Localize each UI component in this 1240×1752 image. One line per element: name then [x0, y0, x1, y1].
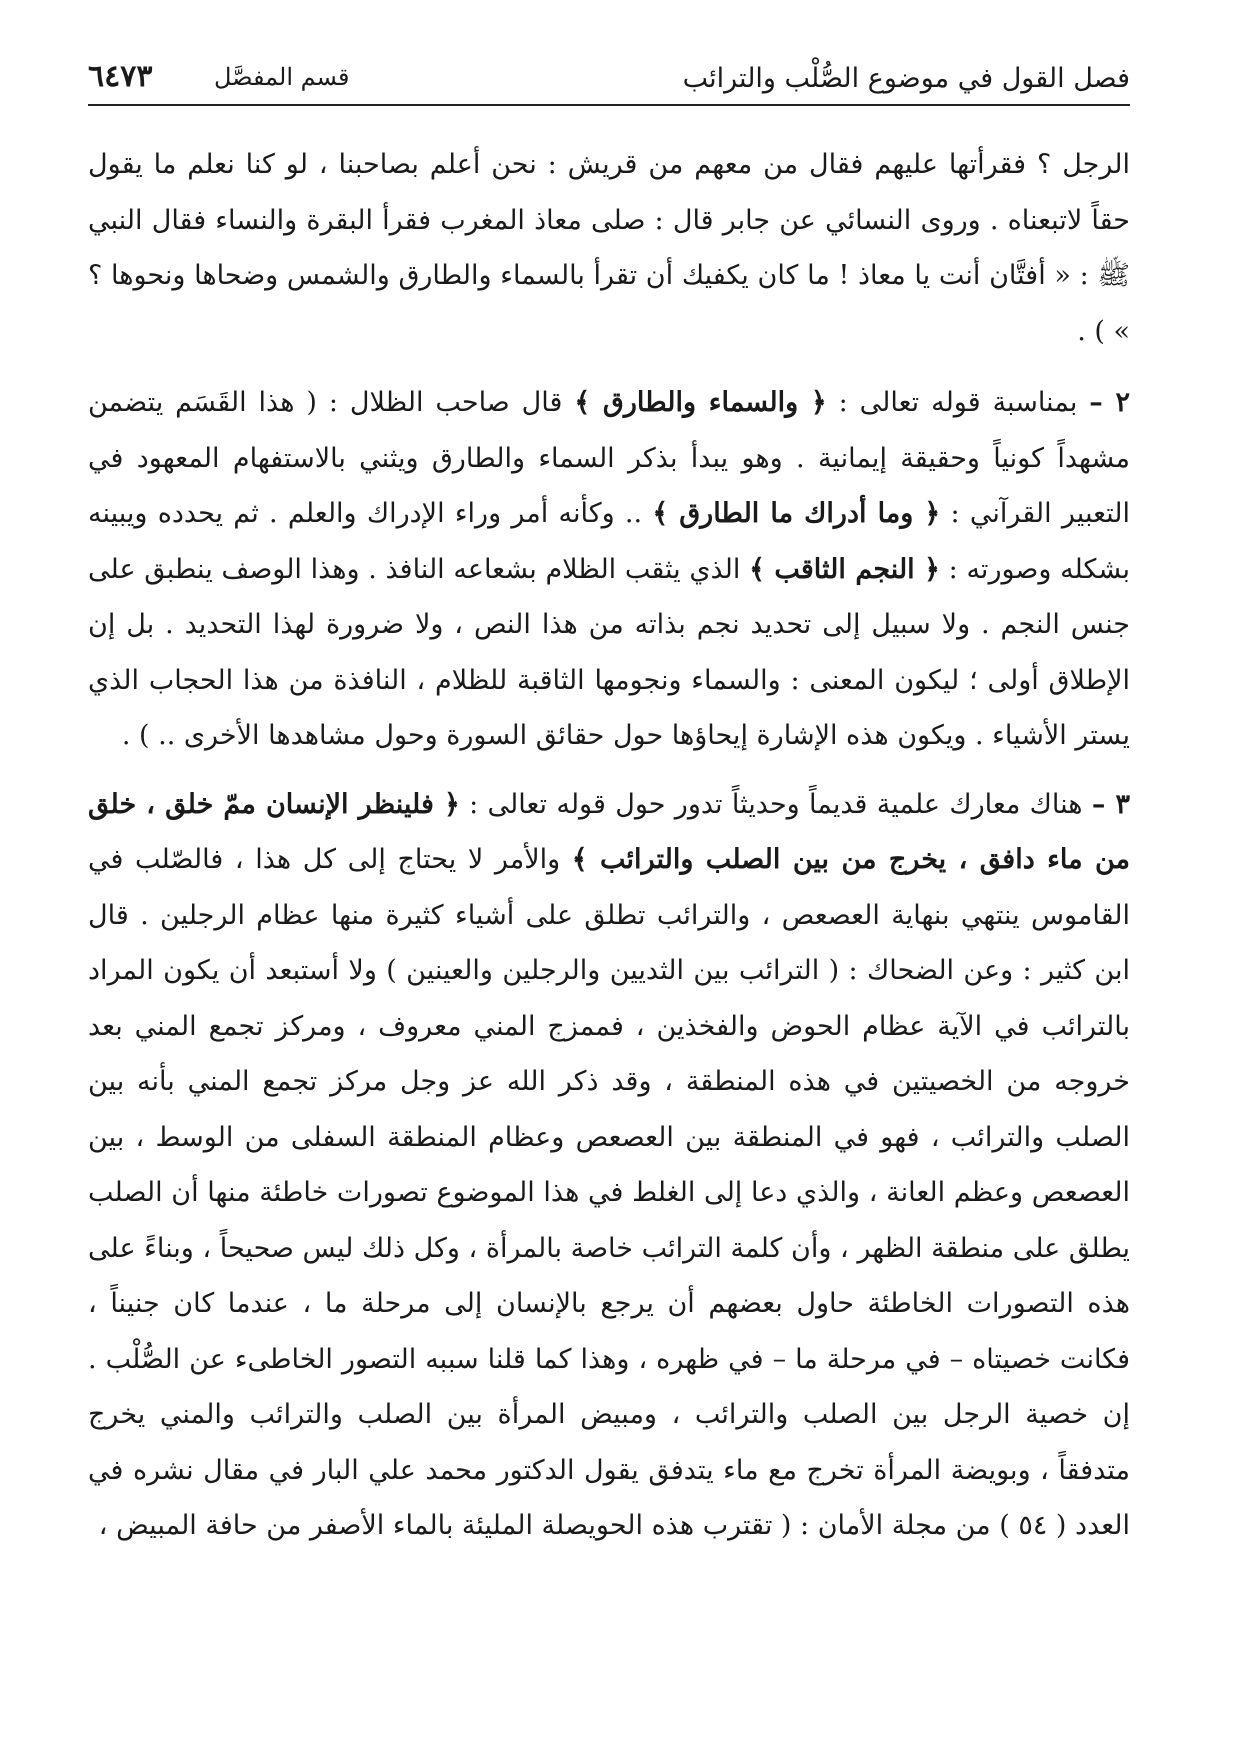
item-number: ٢ –	[1089, 387, 1130, 418]
quran-quote: ﴿ النجم الثاقب ﴾	[749, 553, 940, 585]
paragraph-text: الرجل ؟ فقرأتها عليهم فقال من معهم من قريش : نحن أعلم بصاحبنا ، لو كنا نعلم ما يقول حقاً لاتبعناه . وروى النسائي عن جابر قال : صلى معاذ المغرب فقرأ البقرة والنساء فقال النبي ﷺ : « أفتَّان أنت يا معاذ ! ما كان يكفيك أن تقرأ بالسماء والطارق والشمس وضحاها ونحوها ؟ » ) .	[88, 149, 1130, 347]
book-page	[88, 55, 1130, 1705]
page-body	[88, 137, 1130, 1567]
quran-quote: ﴿ وما أدراك ما الطارق ﴾	[652, 498, 941, 529]
paragraph-text: .. وكأنه أمر وراء الإدراك والعلم . ثم يحدده ويبينه بشكله وصورته :	[88, 498, 1130, 585]
header-rule	[88, 104, 1130, 106]
quran-quote: ﴿ فلينظر الإنسان ممّ خلق ، خلق من ماء دافق ، يخرج من بين الصلب والترائب ﴾	[88, 788, 1130, 875]
page-header	[88, 55, 1130, 101]
paragraph	[88, 137, 1130, 359]
item-number: ٣ –	[1091, 788, 1130, 820]
paragraph	[88, 777, 1130, 1554]
paragraph	[88, 375, 1130, 764]
running-title: فصل القول في موضوع الصُّلْب والترائب	[682, 63, 1130, 94]
paragraph-text: قال صاحب الظلال : ( هذا القَسَم يتضمن مشهداً كونياً وحقيقة إيمانية . وهو يبدأ بذكر السماء والطارق ويثني بالاستفهام المعهود في التعبير القرآني :	[88, 387, 1130, 529]
paragraph-text: هناك معارك علمية قديماً وحديثاً تدور حول قوله تعالى :	[459, 788, 1092, 820]
paragraph-text: الذي يثقب الظلام بشعاعه النافذ . وهذا الوصف ينطبق على جنس النجم . ولا سبيل إلى تحديد نجم بذاته من هذا النص ، ولا ضرورة لهذا التحديد . بل إن الإطلاق أولى ؛ ليكون المعنى : والسماء ونجومها الثاقبة للظلام ، النافذة من هذا الحجاب الذي يستر الأشياء . ويكون هذه الإشارة إيحاؤها حول حقائق السورة وحول مشاهدها الأخرى .. ) .	[88, 553, 1130, 751]
section-name: قسم المفصَّل	[214, 63, 350, 91]
paragraph-text: والأمر لا يحتاج إلى كل هذا ، فالصّلب في القاموس ينتهي بنهاية العصعص ، والترائب تطلق على أشياء كثيرة منها عظام الرجلين . قال ابن كثير : وعن الضحاك : ( الترائب بين الثديين والرجلين والعينين ) ولا أستبعد أن يكون المراد بالترائب في الآية عظام الحوض والفخذين ، فممزج المني معروف ، ومركز تجمع المني بعد خروجه من الخصيتين في هذه المنطقة ، وقد ذكر الله عز وجل مركز تجمع المني بأنه بين الصلب والترائب ، فهو في المنطقة بين العصعص وعظام المنطقة السفلى من الوسط ، بين العصعص وعظم العانة ، والذي دعا إلى الغلط في هذا الموضوع تصورات خاطئة منها أن الصلب يطلق على منطقة الظهر ، وأن كلمة الترائب خاصة بالمرأة ، وكل ذلك ليس صحيحاً ، وبناءً على هذه التصورات الخاطئة حاول بعضهم أن يرجع بالإنسان إلى مرحلة ما ، عندما كان جنيناً ، فكانت خصيتاه – في مرحلة ما – في ظهره ، وهذا كما قلنا سببه التصور الخاطىء عن الصُّلْب . إن خصية الرجل بين الصلب والترائب ، ومبيض المرأة بين الصلب والترائب والمني يخرج متدفقاً ، وبويضة المرأة تخرج مع ماء يتدفق يقول الدكتور محمد علي البار في مقال نشره في العدد ( ٥٤ ) من مجلة الأمان : ( تقترب هذه الحويصلة المليئة بالماء الأصفر من حافة المبيض ،	[88, 844, 1130, 1541]
paragraph-text: بمناسبة قوله تعالى :	[826, 387, 1090, 418]
page-number: ٦٤٧٣	[88, 59, 153, 94]
quran-quote: ﴿ والسماء والطارق ﴾	[574, 387, 827, 418]
